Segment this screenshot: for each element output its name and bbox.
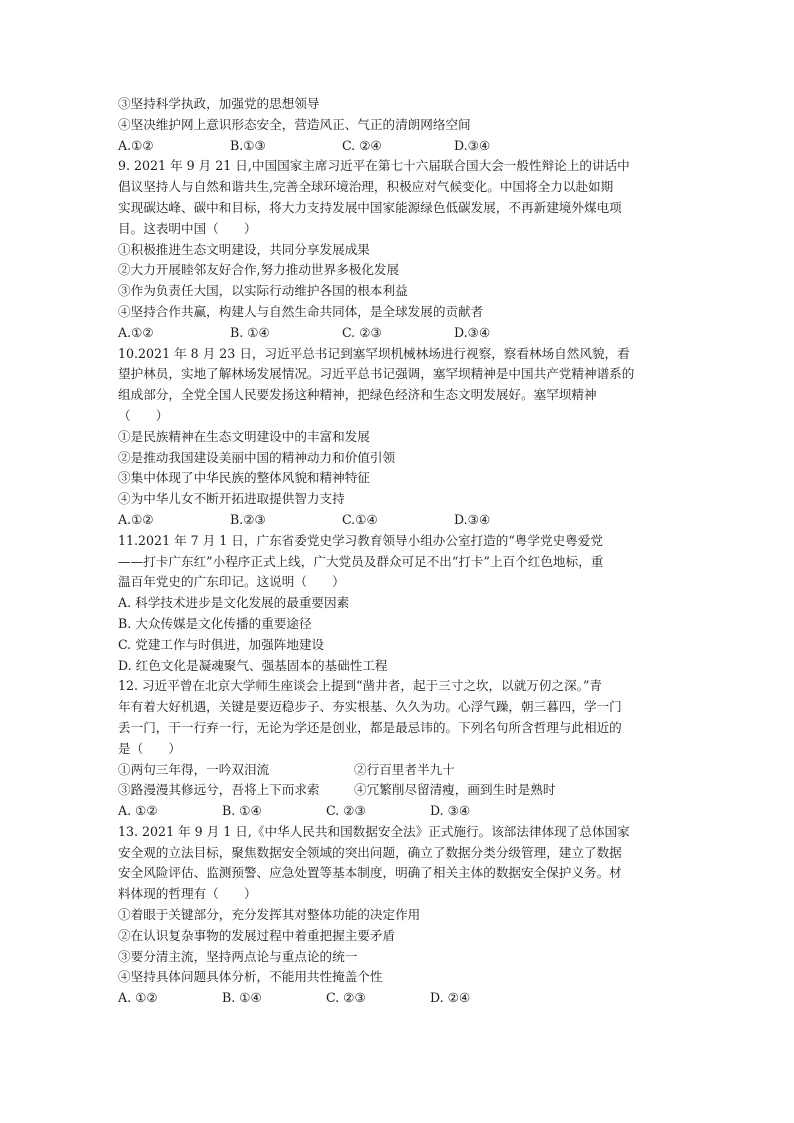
q10-option-c: C.①④	[342, 511, 378, 527]
question-13	[118, 822, 688, 1009]
q11-option-a: A. 科学技术进步是文化发展的最重要因素	[118, 595, 350, 611]
q11-stem-line: 11.2021 年 7 月 1 日，广东省委党史学习教育领导小组办公室打造的“粤学党史粤爱党	[118, 532, 603, 548]
q10-item-1: ①是民族精神在生态文明建设中的丰富和发展	[118, 428, 370, 444]
q12-item-3: ③路漫漫其修远兮，吾将上下而求索	[118, 782, 320, 798]
exam-page	[118, 94, 688, 1009]
q13-option-c: C. ②③	[326, 990, 366, 1006]
q12-option-b: B. ①④	[222, 803, 262, 819]
q12-options	[118, 801, 688, 822]
question-11	[118, 531, 688, 677]
q13-stem-line: 13. 2021 年 9 月 1 日,《中华人民共和国数据安全法》正式施行。该部法律体现了总体国家	[118, 823, 630, 839]
q9-stem-line: 实现碳达峰、碳中和目标，将大力支持发展中国家能源绿色低碳发展，不再新建境外煤电项	[118, 199, 622, 215]
q9-item-3: ③作为负责任大国，以实际行动维护各国的根本利益	[118, 283, 408, 299]
q13-item-4: ④坚持具体问题具体分析，不能用共性掩盖个性	[118, 969, 383, 985]
q13-stem-line: 安全风险评估、监测预警、应急处置等基本制度，明确了相关主体的数据安全保护义务。材	[118, 865, 622, 881]
q8-option-b: B.①③	[230, 137, 266, 153]
q13-stem-line: 安全观的立法目标，聚焦数据安全领域的突出问题，确立了数据分类分级管理，建立了数据	[118, 844, 622, 860]
q12-stem-line: 丢一门，干一行弃一行，无论为学还是创业，都是最忌讳的。下列名句所含哲理与此相近的	[118, 719, 622, 735]
q12-option-c: C. ②③	[326, 803, 366, 819]
q9-option-d: D.③④	[454, 324, 491, 340]
q12-items-row	[118, 780, 688, 801]
question-8-tail	[118, 94, 688, 156]
q13-item-1: ①着眼于关键部分，充分发挥其对整体功能的决定作用	[118, 907, 421, 923]
q12-stem-line: 是（ ）	[118, 740, 181, 756]
q9-stem-line: 9. 2021 年 9 月 21 日,中国国家主席习近平在第七十六届联合国大会一般性辩论上的讲话中	[118, 158, 630, 174]
q10-stem-line: 10.2021 年 8 月 23 日，习近平总书记到塞罕坝机械林场进行视察，察看林场自然风貌，看	[118, 345, 630, 361]
q12-item-1: ①两句三年得，一吟双泪流	[118, 761, 270, 777]
q9-item-1: ①积极推进生态文明建设，共同分享发展成果	[118, 241, 370, 257]
q13-item-2: ②在认识复杂事物的发展过程中着重把握主要矛盾	[118, 927, 396, 943]
q9-option-c: C. ②③	[342, 324, 382, 340]
q8-option-c: C. ②④	[342, 137, 382, 153]
q13-option-a: A. ①②	[118, 990, 158, 1006]
q8-option-d: D.③④	[454, 137, 491, 153]
q12-stem-line: 12. 习近平曾在北京大学师生座谈会上提到“凿井者，起于三寸之坎，以就万仞之深。”青	[118, 678, 602, 694]
q10-option-a: A.①②	[118, 511, 154, 527]
q12-items-row	[118, 760, 688, 781]
q13-options	[118, 988, 688, 1009]
q9-item-2: ②大力开展睦邻友好合作,努力推动世界多极化发展	[118, 262, 400, 278]
q8-option-a: A.①②	[118, 137, 154, 153]
q9-stem-line: 倡议坚持人与自然和谐共生,完善全球环境治理，积极应对气候变化。中国将全力以赴如期	[118, 179, 614, 195]
q13-option-d: D. ②④	[430, 990, 471, 1006]
q10-option-b: B.②③	[230, 511, 266, 527]
q13-stem-line: 料体现的哲理有（ ）	[118, 886, 257, 902]
q12-item-2: ②行百里者半九十	[354, 761, 455, 777]
q13-option-b: B. ①④	[222, 990, 262, 1006]
q11-stem-line: ——打卡广东红”小程序正式上线，广大党员及群众可足不出“打卡”上百个红色地标，重	[118, 553, 604, 569]
q10-option-d: D.③④	[454, 511, 491, 527]
q9-option-b: B. ①④	[230, 324, 270, 340]
q9-options	[118, 323, 688, 344]
q10-stem-line: 组成部分，全党全国人民要发扬这种精神，把绿色经济和生态文明发展好。塞罕坝精神	[118, 387, 597, 403]
question-12	[118, 676, 688, 822]
q8-item-4: ④坚决维护网上意识形态安全，营造风正、气正的清朗网络空间	[118, 116, 471, 132]
q10-stem-line: （ ）	[118, 407, 169, 423]
question-10	[118, 344, 688, 531]
q9-option-a: A.①②	[118, 324, 154, 340]
q9-stem-line: 目。这表明中国（ ）	[118, 220, 257, 236]
q10-options	[118, 510, 688, 531]
q11-option-b: B. 大众传媒是文化传播的重要途径	[118, 615, 312, 631]
q11-option-c: C. 党建工作与时俱进，加强阵地建设	[118, 636, 325, 652]
q10-item-4: ④为中华儿女不断开拓进取提供智力支持	[118, 491, 345, 507]
q13-item-3: ③要分清主流，坚持两点论与重点论的统一	[118, 948, 358, 964]
question-9	[118, 156, 688, 343]
q12-item-4: ④冗繁削尽留清瘦，画到生时是熟时	[354, 782, 556, 798]
q10-stem-line: 望护林员，实地了解林场发展情况。习近平总书记强调，塞罕坝精神是中国共产党精神谱系的	[118, 366, 635, 382]
q11-option-d: D. 红色文化是凝魂聚气、强基固本的基础性工程	[118, 657, 388, 673]
q12-option-d: D. ③④	[430, 803, 471, 819]
q10-item-2: ②是推动我国建设美丽中国的精神动力和价值引领	[118, 449, 396, 465]
q9-item-4: ④坚持合作共赢，构建人与自然生命共同体，是全球发展的贡献者	[118, 303, 484, 319]
q12-option-a: A. ①②	[118, 803, 158, 819]
q8-item-3: ③坚持科学执政，加强党的思想领导	[118, 96, 320, 111]
q8-options	[118, 136, 688, 157]
q11-stem-line: 温百年党史的广东印记。这说明（ ）	[118, 574, 345, 590]
q10-item-3: ③集中体现了中华民族的整体风貌和精神特征	[118, 470, 370, 486]
q12-stem-line: 年有着大好机遇，关键是要迈稳步子、夯实根基、久久为功。心浮气躁，朝三暮四，学一门	[118, 699, 622, 715]
